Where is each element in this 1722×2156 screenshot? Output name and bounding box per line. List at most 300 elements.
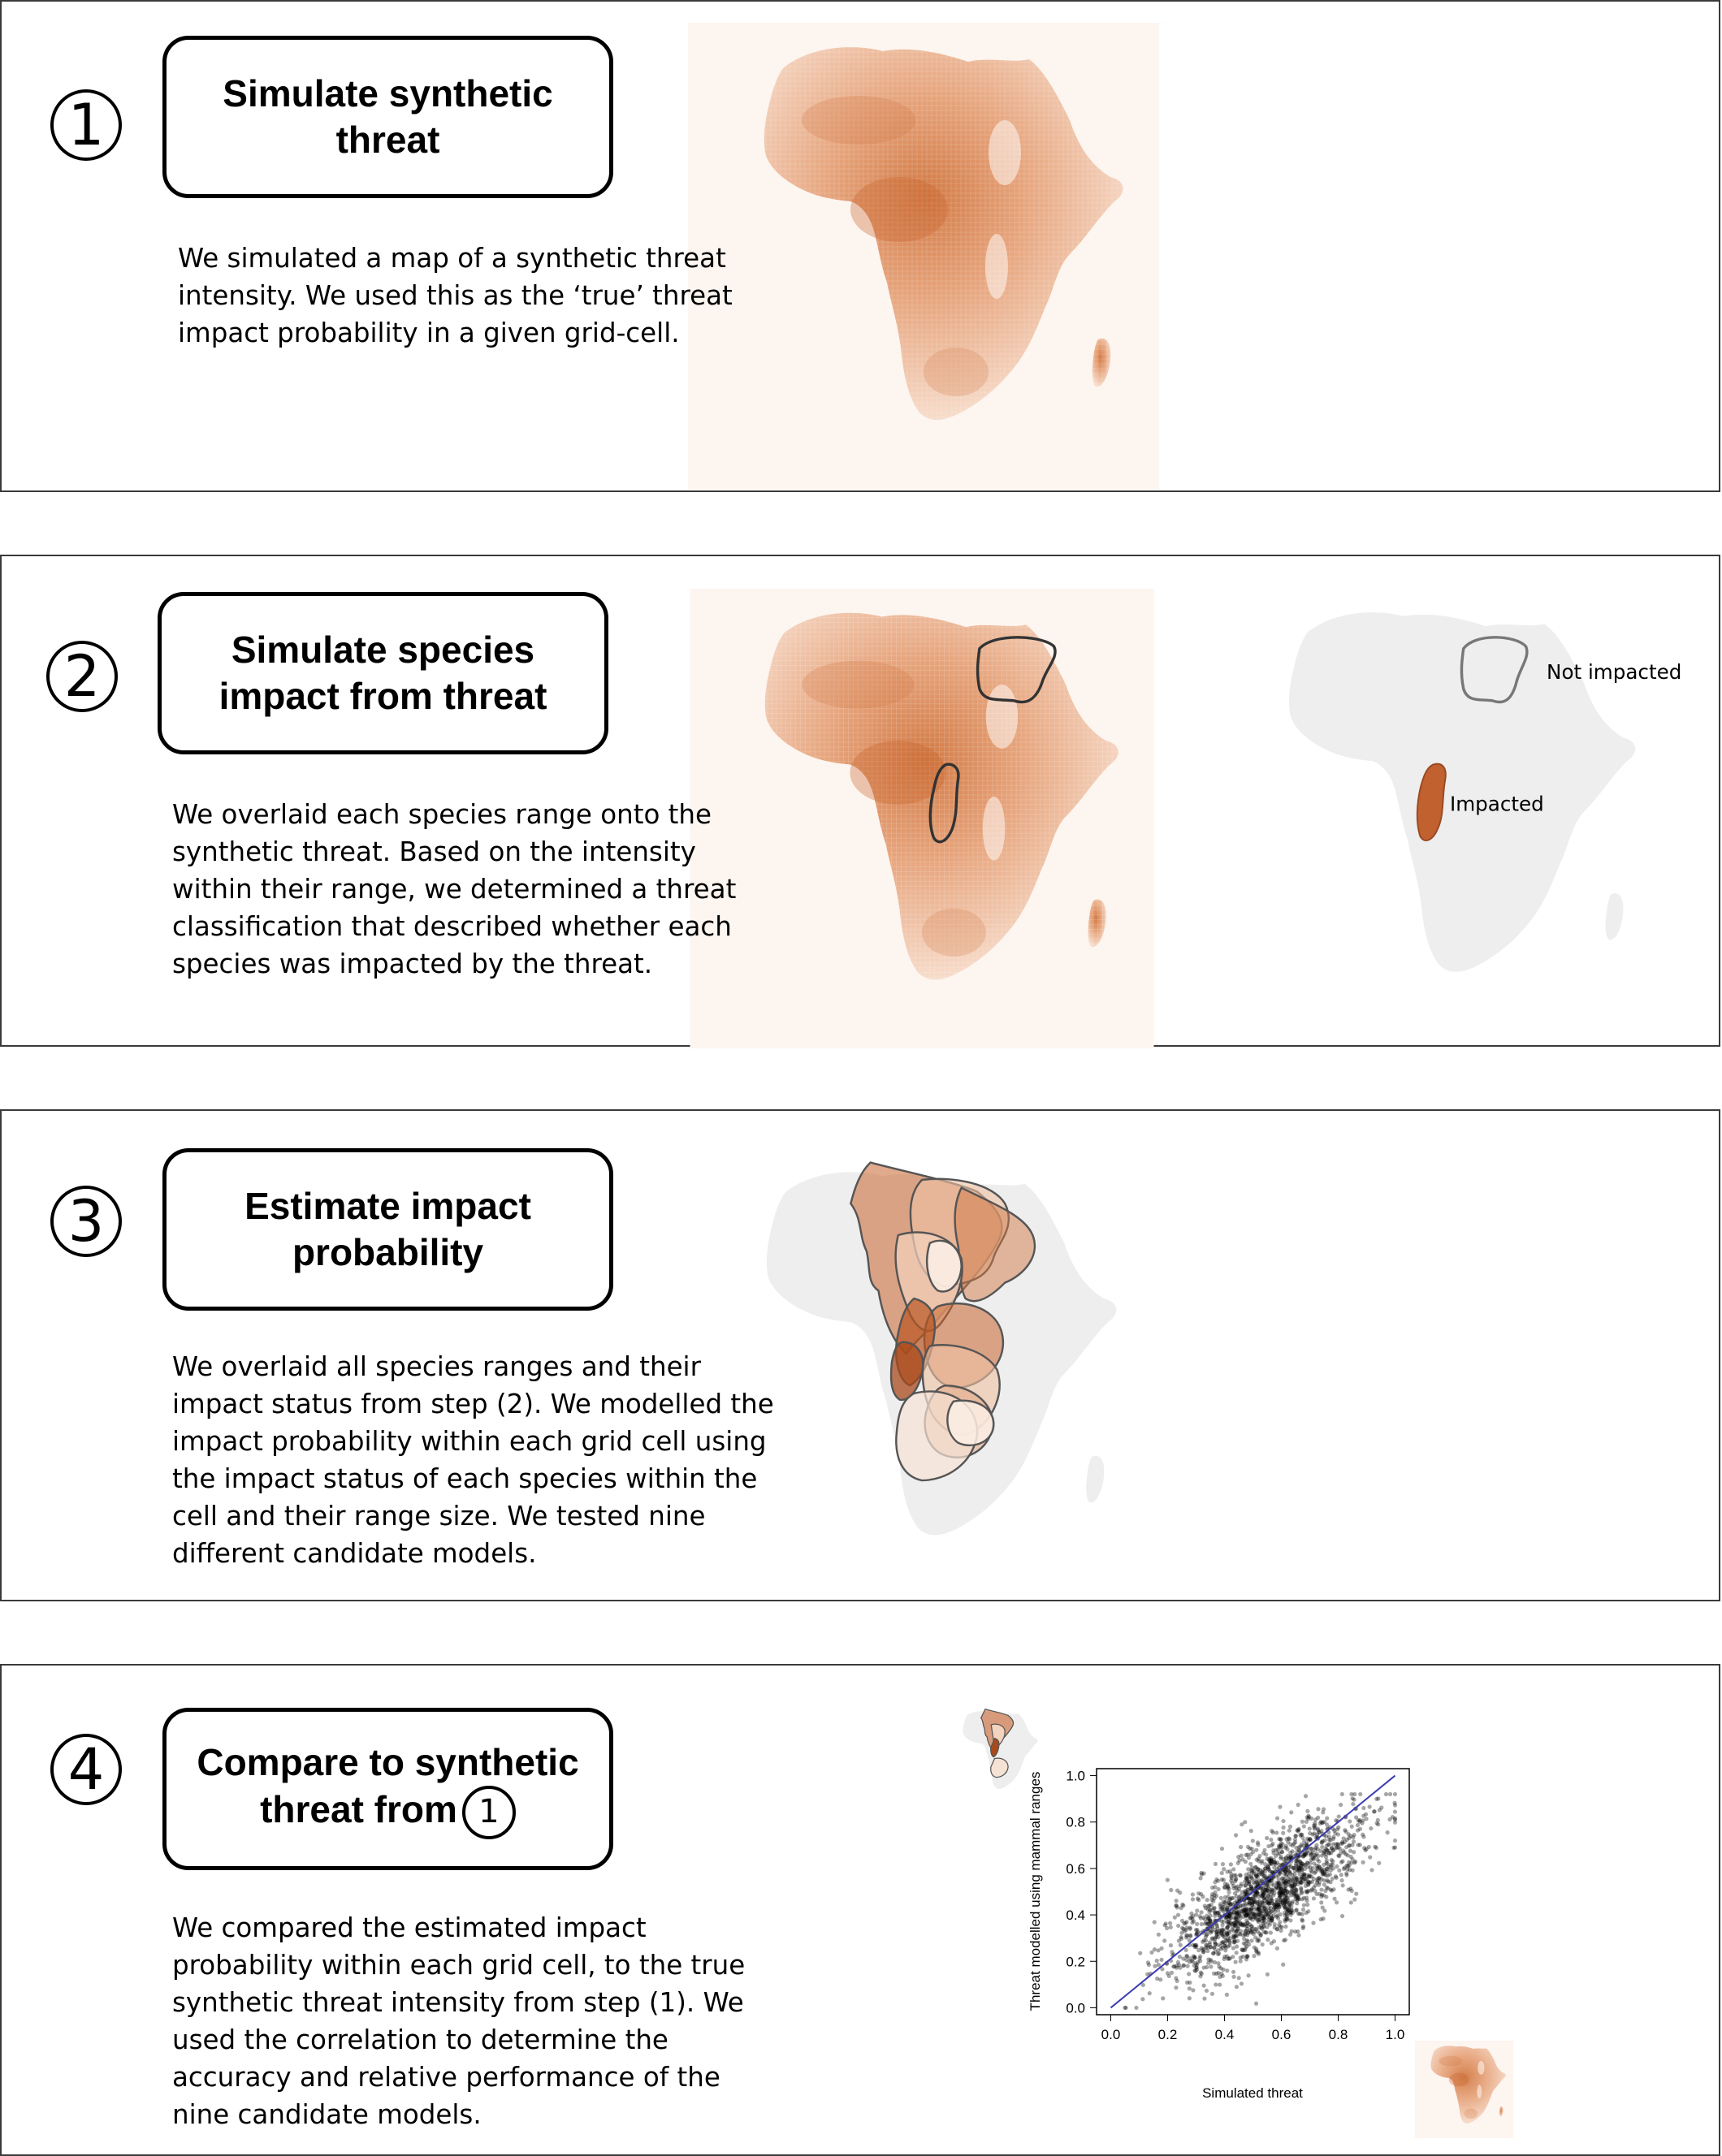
scatter-point xyxy=(1313,1869,1317,1873)
x-tick-label: 0.6 xyxy=(1271,2027,1292,2042)
scatter-point xyxy=(1344,1830,1348,1834)
scatter-point xyxy=(1331,1887,1335,1891)
step-1-title-line1: Simulate synthetic xyxy=(223,72,553,114)
scatter-point xyxy=(1214,1982,1218,1986)
scatter-point xyxy=(1176,1924,1180,1928)
scatter-point xyxy=(1222,1920,1226,1924)
scatter-point xyxy=(1290,1854,1294,1858)
scatter-point xyxy=(1282,1857,1286,1861)
scatter-point xyxy=(1209,1914,1213,1918)
scatter-point xyxy=(1231,1975,1235,1979)
not-impacted-label: Not impacted xyxy=(1547,660,1682,685)
scatter-point xyxy=(1337,1814,1341,1818)
scatter-point xyxy=(1225,1954,1229,1958)
scatter-point xyxy=(1248,1900,1252,1904)
scatter-point xyxy=(1342,1851,1346,1855)
scatter-point xyxy=(1191,1892,1195,1896)
scatter-point xyxy=(1296,1896,1300,1900)
scatter-point xyxy=(1227,1886,1231,1890)
scatter-point xyxy=(1354,1892,1358,1896)
scatter-point xyxy=(1202,1997,1206,2001)
scatter-point xyxy=(1209,1898,1214,1902)
scatter-point xyxy=(1266,1972,1270,1977)
scatter-point xyxy=(1201,1965,1205,1969)
scatter-point xyxy=(1278,1805,1282,1809)
scatter-point xyxy=(1344,1873,1348,1877)
step-4-description: We compared the estimated impact probability within each grid cell, to the true synthetic threat intensity from step (1). We used the correlation to determine the accuracy and relative performance of the nine candidate models. xyxy=(172,1912,746,2130)
scatter-point xyxy=(1218,1904,1222,1908)
scatter-point xyxy=(1218,1982,1222,1986)
scatter-point xyxy=(1282,1938,1286,1942)
scatter-point xyxy=(1261,1921,1266,1925)
scatter-point xyxy=(1173,1916,1177,1920)
scatter-point xyxy=(1188,1996,1192,2000)
y-tick-label: 0.2 xyxy=(1066,1954,1085,1970)
scatter-point xyxy=(1225,1993,1229,1997)
scatter-point xyxy=(1176,1913,1180,1917)
step-3-panel xyxy=(0,1109,1720,1601)
scatter-point xyxy=(1340,1914,1344,1918)
scatter-point xyxy=(1330,1858,1334,1862)
scatter-point xyxy=(1304,1794,1308,1798)
scatter-point xyxy=(1259,1860,1263,1864)
scatter-point xyxy=(1242,1937,1246,1941)
scatter-point xyxy=(1225,1925,1229,1929)
scatter-point xyxy=(1210,1937,1214,1941)
scatter-point xyxy=(1347,1864,1351,1868)
scatter-point xyxy=(1281,1891,1285,1895)
scatter-point xyxy=(1185,1933,1189,1938)
scatter-point xyxy=(1175,1905,1179,1909)
scatter-point xyxy=(1231,1970,1235,1974)
scatter-point xyxy=(1307,1838,1311,1843)
scatter-point xyxy=(1188,1927,1192,1931)
scatter-point xyxy=(1229,1878,1233,1882)
scatter-point xyxy=(1301,1926,1305,1930)
scatter-point xyxy=(1201,1940,1205,1944)
scatter-point xyxy=(1265,1836,1269,1840)
scatter-point xyxy=(1159,1946,1163,1951)
scatter-point xyxy=(1270,1916,1274,1921)
scatter-point xyxy=(1299,1864,1303,1868)
scatter-point xyxy=(1308,1874,1312,1878)
scatter-point xyxy=(1358,1792,1362,1796)
step-1-panel xyxy=(0,0,1720,492)
scatter-point xyxy=(1206,1907,1210,1911)
scatter-point xyxy=(1300,1875,1304,1879)
scatter-point xyxy=(1249,1938,1253,1942)
step-1-title-line2: threat xyxy=(335,119,440,161)
scatter-point xyxy=(1335,1864,1339,1869)
scatter-point xyxy=(1179,1906,1183,1910)
scatter-point xyxy=(1270,1897,1274,1901)
scatter-point xyxy=(1251,1900,1255,1904)
scatter-point xyxy=(1252,1954,1256,1958)
scatter-point xyxy=(1236,1855,1240,1859)
step-2-title-line1: Simulate species xyxy=(231,629,535,671)
impact-status-map xyxy=(1244,589,1682,1048)
scatter-point xyxy=(1275,1927,1279,1931)
scatter-point xyxy=(1272,1865,1276,1869)
scatter-point xyxy=(1265,1911,1269,1915)
scatter-point xyxy=(1244,1946,1248,1950)
scatter-point xyxy=(1199,1876,1203,1880)
x-tick-label: 0.8 xyxy=(1328,2027,1348,2042)
scatter-point xyxy=(1320,1845,1324,1849)
scatter-point xyxy=(1261,1916,1266,1920)
scatter-point xyxy=(1300,1919,1304,1923)
impacted-label: Impacted xyxy=(1449,792,1544,816)
scatter-point xyxy=(1158,1977,1162,1981)
scatter-point xyxy=(1240,1882,1244,1886)
scatter-point xyxy=(1233,1959,1237,1964)
scatter-point xyxy=(1258,1908,1262,1912)
scatter-point xyxy=(1162,1938,1166,1942)
scatter-point xyxy=(1289,1893,1293,1897)
scatter-point xyxy=(1322,1868,1326,1872)
scatter-point xyxy=(1301,1908,1305,1912)
scatter-point xyxy=(1168,1921,1172,1925)
scatter-point xyxy=(1219,1966,1223,1970)
scatter-point xyxy=(1169,1888,1173,1892)
scatter-point xyxy=(1343,1865,1347,1869)
scatter-point xyxy=(1339,1803,1343,1807)
scatter-point xyxy=(1294,1846,1298,1850)
scatter-point xyxy=(1222,1903,1226,1907)
scatter-point xyxy=(1175,1889,1179,1893)
scatter-point xyxy=(1216,1961,1220,1965)
step-1-title-box xyxy=(162,36,613,198)
scatter-point xyxy=(1155,1959,1159,1963)
scatter-point xyxy=(1305,1903,1309,1907)
scatter-point xyxy=(1279,1885,1283,1889)
scatter-point xyxy=(1179,1931,1183,1935)
scatter-point xyxy=(1235,1951,1239,1955)
scatter-point xyxy=(1234,1924,1238,1928)
scatter-point xyxy=(1245,1955,1249,1959)
scatter-point xyxy=(1253,1935,1257,1939)
scatter-point xyxy=(1175,1899,1179,1903)
scatter-point xyxy=(1205,1898,1209,1902)
scatter-point xyxy=(1306,1909,1310,1913)
scatter-point xyxy=(1319,1887,1323,1891)
scatter-point xyxy=(1270,1882,1274,1886)
scatter-point xyxy=(1336,1832,1340,1836)
scatter-point xyxy=(1393,1792,1397,1796)
y-tick-label: 0.4 xyxy=(1066,1908,1085,1924)
scatter-point xyxy=(1374,1846,1378,1850)
scatter-point xyxy=(1302,1903,1306,1907)
scatter-point xyxy=(1361,1806,1365,1810)
scatter-point xyxy=(1261,1851,1266,1856)
scatter-point xyxy=(1309,1817,1313,1821)
scatter-point xyxy=(1311,1856,1315,1860)
scatter-point xyxy=(1341,1883,1345,1887)
scatter-point xyxy=(1257,1854,1261,1858)
scatter-point xyxy=(1303,1851,1307,1856)
scatter-point xyxy=(1220,1871,1224,1875)
step-2-panel xyxy=(0,555,1720,1047)
scatter-point xyxy=(1199,1916,1203,1921)
scatter-point xyxy=(1329,1880,1333,1884)
scatter-point xyxy=(1271,1830,1275,1834)
scatter-point xyxy=(1211,1951,1215,1955)
step-2-title-line2: impact from threat xyxy=(218,675,547,717)
scatter-point xyxy=(1257,1899,1261,1903)
scatter-point xyxy=(1179,1937,1183,1941)
scatter-point xyxy=(1246,1973,1250,1977)
scatter-point xyxy=(1322,1916,1326,1921)
scatter-point xyxy=(1283,1925,1287,1929)
scatter-point xyxy=(1169,1943,1173,1947)
scatter-point xyxy=(1302,1872,1306,1876)
scatter-point xyxy=(1352,1898,1356,1902)
scatter-point xyxy=(1246,1930,1250,1934)
scatter-point xyxy=(1292,1872,1296,1876)
step-4-number: 4 xyxy=(50,1734,122,1805)
scatter-point xyxy=(1287,1829,1292,1833)
scatter-point xyxy=(1254,1848,1258,1852)
scatter-point xyxy=(1346,1887,1350,1891)
scatter-chart xyxy=(1023,1756,1430,2143)
scatter-point xyxy=(1217,1887,1221,1891)
scatter-point xyxy=(1191,1959,1195,1964)
scatter-point xyxy=(1348,1834,1352,1838)
scatter-point xyxy=(1306,1880,1310,1884)
scatter-point xyxy=(1387,1817,1391,1821)
scatter-point xyxy=(1376,1822,1380,1826)
scatter-point xyxy=(1221,1862,1225,1866)
scatter-point xyxy=(1336,1843,1340,1847)
scatter-point xyxy=(1232,1938,1236,1942)
scatter-point xyxy=(1249,1925,1253,1929)
scatter-point xyxy=(1203,1917,1207,1921)
scatter-point xyxy=(1302,1839,1306,1843)
scatter-point xyxy=(1157,1963,1161,1967)
scatter-point xyxy=(1348,1868,1352,1872)
scatter-point xyxy=(1296,1933,1300,1938)
scatter-point xyxy=(1322,1807,1326,1811)
scatter-point xyxy=(1213,1880,1217,1884)
scatter-point xyxy=(1209,1964,1213,1968)
scatter-point xyxy=(1393,1821,1397,1825)
scatter-point xyxy=(1197,1956,1201,1960)
scatter-point xyxy=(1209,1903,1213,1907)
scatter-point xyxy=(1257,1939,1261,1943)
scatter-point xyxy=(1252,1905,1256,1909)
scatter-point xyxy=(1222,1867,1226,1871)
scatter-point xyxy=(1269,1906,1273,1910)
scatter-point xyxy=(1229,1862,1233,1866)
scatter-point xyxy=(1203,1903,1207,1908)
scatter-point xyxy=(1241,1955,1245,1959)
scatter-point xyxy=(1282,1886,1286,1890)
scatter-point xyxy=(1234,1877,1238,1882)
scatter-point xyxy=(1199,1910,1203,1914)
scatter-point xyxy=(1379,1805,1383,1809)
scatter-point xyxy=(1191,1988,1195,1992)
scatter-point xyxy=(1386,1830,1390,1834)
scatter-point xyxy=(1192,1954,1196,1958)
scatter-point xyxy=(1227,1914,1231,1918)
scatter-point xyxy=(1288,1825,1292,1829)
scatter-point xyxy=(1188,1986,1192,1990)
scatter-point xyxy=(1185,1964,1189,1968)
scatter-point xyxy=(1279,1841,1283,1845)
y-tick-label: 1.0 xyxy=(1066,1768,1085,1784)
scatter-point xyxy=(1315,1857,1319,1861)
scatter-point xyxy=(1299,1833,1303,1837)
scatter-point xyxy=(1304,1820,1309,1824)
scatter-point xyxy=(1222,1877,1226,1882)
scatter-point xyxy=(1323,1889,1327,1893)
scatter-point xyxy=(1261,1893,1265,1897)
scatter-point xyxy=(1237,1976,1241,1980)
scatter-point xyxy=(1241,1922,1245,1926)
scatter-point xyxy=(1337,1869,1341,1873)
scatter-point xyxy=(1246,1888,1250,1892)
scatter-point xyxy=(1342,1836,1346,1840)
scatter-point xyxy=(1243,1820,1247,1824)
scatter-point xyxy=(1244,1914,1248,1918)
scatter-point xyxy=(1287,1907,1292,1911)
scatter-point xyxy=(1296,1803,1300,1807)
scatter-point xyxy=(1205,1922,1209,1926)
scatter-point xyxy=(1352,1839,1356,1843)
scatter-point xyxy=(1241,1933,1245,1938)
scatter-point xyxy=(1281,1876,1285,1880)
scatter-point xyxy=(1256,1840,1260,1844)
scatter-point xyxy=(1209,1945,1213,1949)
scatter-point xyxy=(1361,1818,1365,1822)
step-2-description: We overlaid each species range onto the synthetic threat. Based on the intensity within their range, we determined a threat classification that described whether each species was impacted by the threat. xyxy=(172,799,737,979)
scatter-point xyxy=(1285,1912,1289,1916)
scatter-point xyxy=(1373,1809,1377,1813)
scatter-point xyxy=(1214,1972,1218,1976)
scatter-point xyxy=(1195,1922,1199,1926)
scatter-point xyxy=(1339,1878,1343,1882)
y-axis-label: Threat modelled using mammal ranges xyxy=(1028,1771,1043,2011)
scatter-point xyxy=(1213,1928,1217,1932)
scatter-point xyxy=(1308,1826,1312,1830)
scatter-point xyxy=(1153,1947,1157,1951)
scatter-point xyxy=(1276,1908,1280,1912)
y-tick-label: 0.0 xyxy=(1066,2000,1085,2016)
scatter-point xyxy=(1295,1850,1299,1854)
y-tick-label: 0.6 xyxy=(1066,1860,1085,1877)
scatter-point xyxy=(1285,1916,1289,1921)
scatter-point xyxy=(1335,1876,1339,1880)
scatter-point xyxy=(1377,1861,1381,1865)
scatter-point xyxy=(1239,1845,1243,1849)
scatter-point xyxy=(1234,1833,1238,1837)
scatter-point xyxy=(1274,1915,1279,1919)
scatter-point xyxy=(1287,1874,1291,1878)
scatter-point xyxy=(1209,1908,1214,1912)
scatter-point xyxy=(1316,1807,1320,1811)
scatter-point xyxy=(1219,1972,1223,1976)
scatter-point xyxy=(1319,1877,1323,1881)
scatter-point xyxy=(1300,1891,1304,1895)
scatter-point xyxy=(1327,1843,1331,1847)
scatter-point xyxy=(1349,1855,1353,1859)
scatter-point xyxy=(1214,1862,1218,1866)
scatter-point xyxy=(1332,1897,1336,1901)
scatter-point xyxy=(1269,1909,1273,1913)
x-axis-ticks xyxy=(1101,2015,1405,2042)
scatter-point xyxy=(1331,1837,1335,1841)
scatter-point xyxy=(1214,1942,1218,1946)
scatter-point xyxy=(1393,1817,1397,1821)
scatter-point xyxy=(1306,1889,1310,1893)
scatter-point xyxy=(1338,1847,1342,1851)
scatter-point xyxy=(1365,1847,1369,1851)
scatter-point xyxy=(1339,1873,1343,1877)
scatter-point xyxy=(1368,1804,1372,1808)
scatter-point xyxy=(1290,1882,1294,1886)
scatter-point xyxy=(1369,1868,1374,1872)
scatter-point xyxy=(1292,1866,1296,1870)
scatter-point xyxy=(1327,1834,1331,1838)
scatter-point xyxy=(1252,1912,1256,1916)
x-tick-label: 1.0 xyxy=(1385,2027,1405,2042)
scatter-point xyxy=(1281,1825,1285,1830)
scatter-point xyxy=(1227,1943,1231,1947)
scatter-point xyxy=(1250,1877,1254,1882)
scatter-point xyxy=(1348,1849,1352,1853)
scatter-point xyxy=(1256,1929,1260,1933)
scatter-point xyxy=(1202,1984,1206,1988)
scatter-point xyxy=(1274,1830,1279,1834)
scatter-point xyxy=(1189,1916,1193,1920)
scatter-point xyxy=(1312,1896,1316,1900)
scatter-point xyxy=(1281,1963,1285,1967)
scatter-point xyxy=(1266,1938,1270,1942)
scatter-point xyxy=(1351,1802,1355,1806)
scatter-point xyxy=(1273,1902,1277,1906)
scatter-point xyxy=(1184,1958,1188,1962)
scatter-point xyxy=(1322,1850,1326,1854)
scatter-point xyxy=(1254,1865,1258,1869)
scatter-point xyxy=(1350,1825,1354,1829)
scatter-point xyxy=(1384,1792,1388,1796)
scatter-point xyxy=(1261,1942,1265,1946)
scatter-point xyxy=(1322,1908,1326,1912)
scatter-point xyxy=(1369,1826,1373,1830)
scatter-point xyxy=(1289,1810,1293,1814)
scatter-point xyxy=(1325,1858,1329,1862)
scatter-point xyxy=(1153,1920,1157,1924)
scatter-point xyxy=(1255,1890,1259,1895)
scatter-point xyxy=(1322,1872,1326,1876)
x-axis-label: Simulated threat xyxy=(1202,2085,1303,2101)
scatter-point xyxy=(1227,1890,1231,1895)
scatter-point xyxy=(1306,1864,1310,1869)
scatter-point xyxy=(1148,1991,1152,1995)
scatter-point xyxy=(1192,1964,1196,1968)
scatter-point xyxy=(1138,1951,1142,1955)
scatter-point xyxy=(1318,1821,1322,1825)
scatter-point xyxy=(1339,1860,1343,1864)
scatter-point xyxy=(1146,1960,1150,1964)
scatter-point xyxy=(1296,1912,1300,1916)
scatter-point xyxy=(1392,1801,1396,1805)
scatter-point xyxy=(1210,1992,1214,1996)
scatter-point xyxy=(1196,1930,1200,1934)
scatter-point xyxy=(1316,1816,1320,1820)
scatter-point xyxy=(1352,1860,1356,1864)
scatter-point xyxy=(1361,1833,1365,1837)
